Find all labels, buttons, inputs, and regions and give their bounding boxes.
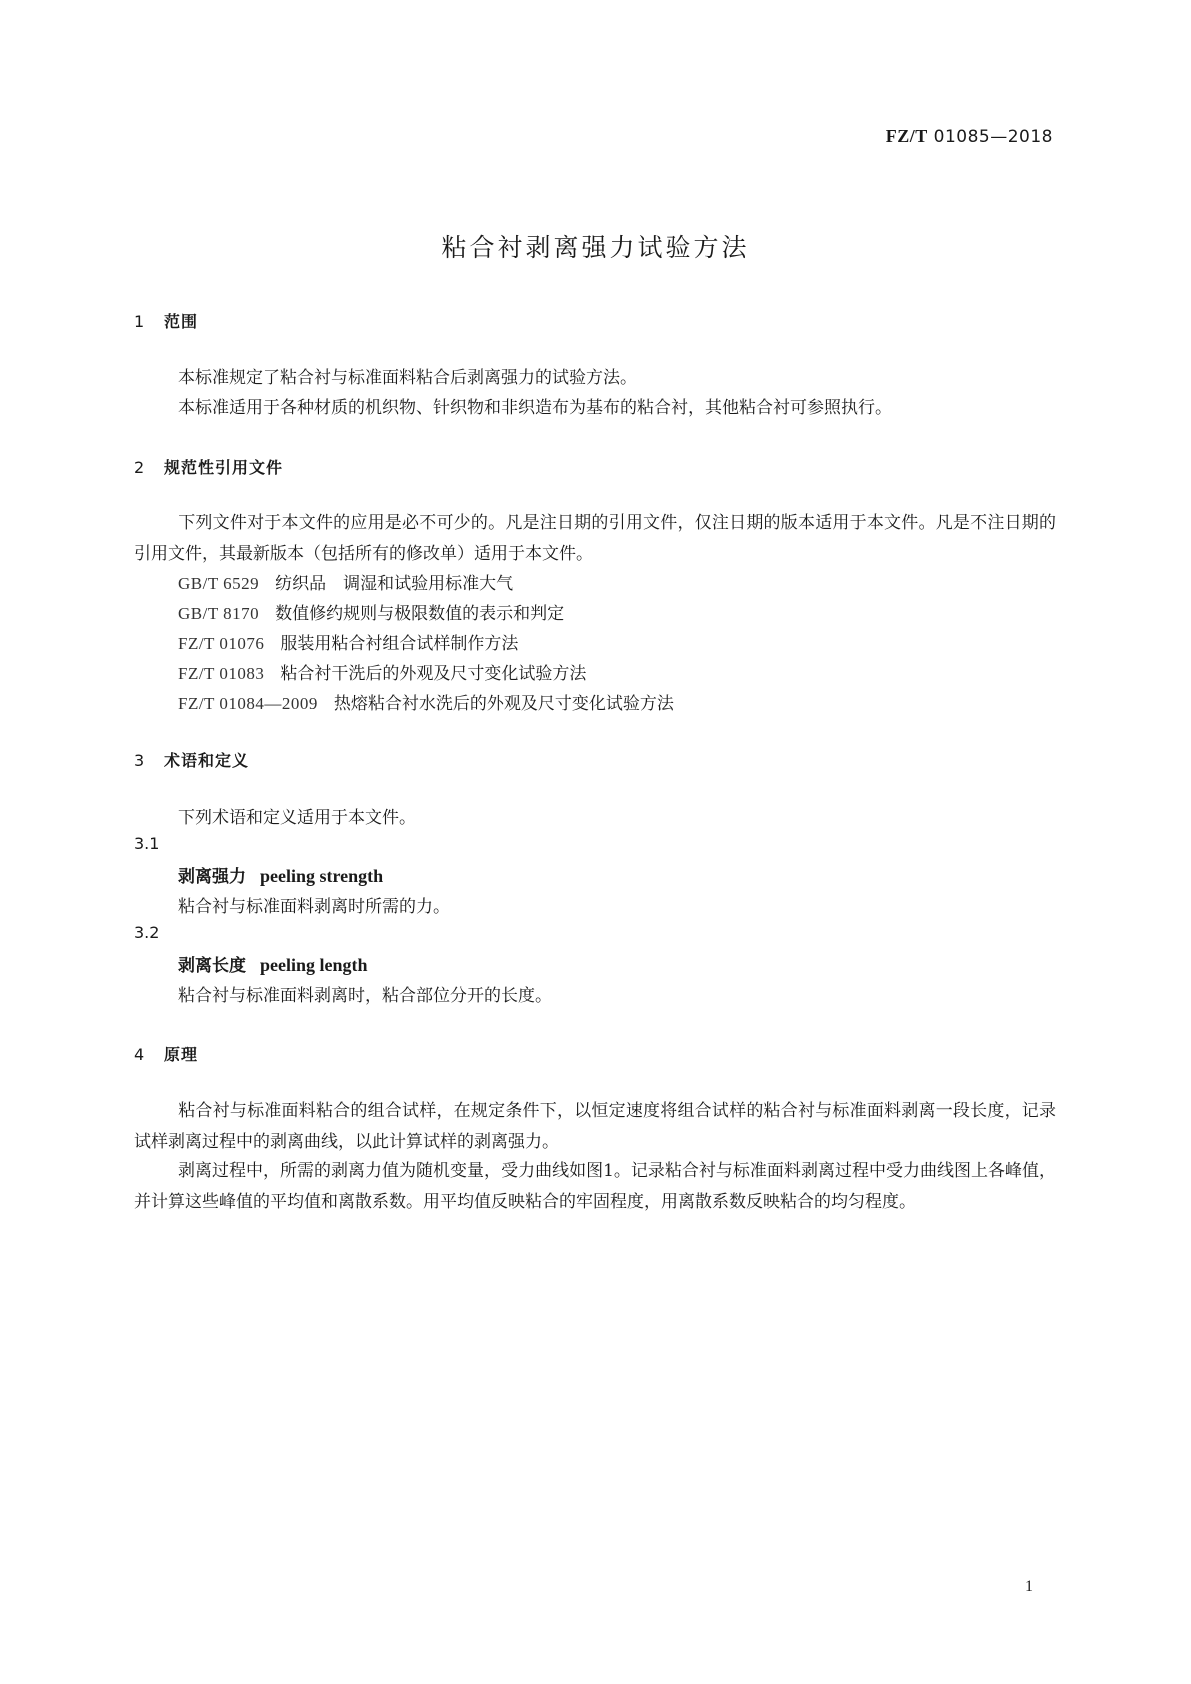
reference-code: GB/T 8170 [178, 604, 260, 623]
section-title: 规范性引用文件 [164, 458, 284, 477]
reference-title: 数值修约规则与极限数值的表示和判定 [275, 604, 565, 624]
standard-prefix: FZ/T [885, 126, 928, 146]
term-number: 3.1 [134, 834, 160, 853]
section-heading-terms [134, 748, 249, 771]
reference-title: 热熔粘合衬水洗后的外观及尺寸变化试验方法 [333, 694, 674, 714]
paragraph: 粘合衬与标准面料粘合的组合试样，在规定条件下，以恒定速度将组合试样的粘合衬与标准面料剥离一段长度，记录试样剥离过程中的剥离曲线，以此计算试样的剥离强力。 [134, 1101, 1056, 1152]
reference-title: 纺织品 调湿和试验用标准大气 [275, 574, 514, 594]
paragraph: 下列文件对于本文件的应用是必不可少的。凡是注日期的引用文件，仅注日期的版本适用于本文件。凡是不注日期的引用文件，其最新版本（包括所有的修改单）适用于本文件。 [134, 513, 1056, 564]
section-title: 范围 [164, 312, 199, 331]
paragraph: 本标准适用于各种材质的机织物、针织物和非织造布为基布的粘合衬，其他粘合衬可参照执行。 [178, 398, 892, 418]
term-en: peeling length [260, 955, 368, 975]
reference-code: FZ/T 01076 [178, 634, 265, 653]
reference-item [178, 659, 586, 684]
term-en: peeling strength [260, 866, 384, 886]
section-number: 2 [134, 458, 146, 477]
section-number: 3 [134, 751, 146, 770]
section-number: 1 [134, 312, 146, 331]
terms-intro: 下列术语和定义适用于本文件。 [178, 808, 416, 828]
section-title: 原理 [164, 1045, 199, 1064]
reference-title: 粘合衬干洗后的外观及尺寸变化试验方法 [280, 664, 587, 684]
paragraph: 剥离过程中，所需的剥离力值为随机变量，受力曲线如图1。记录粘合衬与标准面料剥离过程中受力曲线图上各峰值，并计算这些峰值的平均值和离散系数。用平均值反映粘合的牢固程度，用离散系数反映粘合的均匀程度。 [134, 1161, 1056, 1212]
paragraph: 本标准规定了粘合衬与标准面料粘合后剥离强力的试验方法。 [178, 368, 637, 388]
document-title: 粘合衬剥离强力试验方法 [441, 233, 750, 262]
reference-item [178, 569, 513, 594]
reference-code: FZ/T 01084—2009 [178, 694, 318, 713]
term-definition: 粘合衬与标准面料剥离时，粘合部位分开的长度。 [178, 986, 552, 1006]
term-zh: 剥离长度 [178, 956, 246, 976]
reference-item [178, 599, 564, 624]
section-title: 术语和定义 [164, 751, 250, 770]
section-number: 4 [134, 1045, 146, 1064]
term-name [178, 862, 383, 887]
reference-code: FZ/T 01083 [178, 664, 265, 683]
standard-code [886, 126, 1053, 147]
term-name [178, 951, 368, 976]
section-heading-principle [134, 1042, 198, 1065]
reference-item [178, 689, 674, 714]
reference-code: GB/T 6529 [178, 574, 260, 593]
standard-number: 01085—2018 [933, 127, 1053, 147]
section-heading-scope [134, 309, 198, 332]
page-number: 1 [1025, 1578, 1033, 1595]
term-definition: 粘合衬与标准面料剥离时所需的力。 [178, 897, 450, 917]
reference-item [178, 629, 518, 654]
section-heading-references [134, 455, 283, 478]
term-number: 3.2 [134, 923, 160, 942]
term-zh: 剥离强力 [178, 867, 246, 887]
reference-title: 服装用粘合衬组合试样制作方法 [280, 634, 519, 654]
